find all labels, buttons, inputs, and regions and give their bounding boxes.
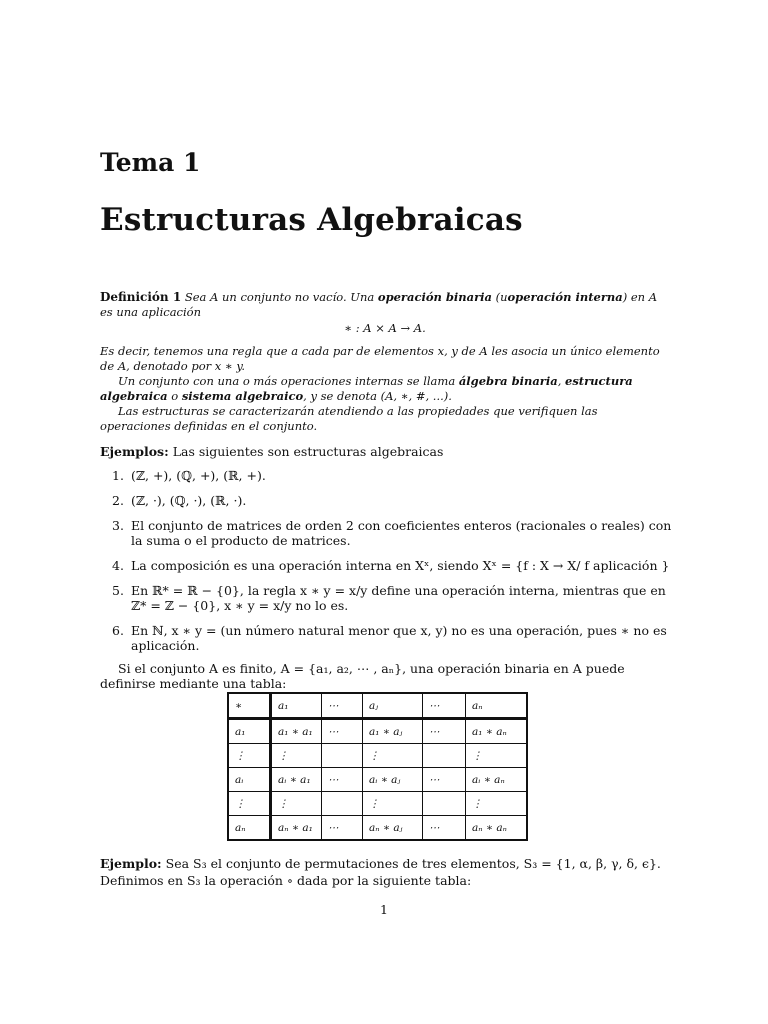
table-cell: ⋯ (423, 816, 466, 841)
table-cell: ⋮ (363, 744, 423, 768)
table-cell (423, 744, 466, 768)
table-cell: ⋮ (271, 744, 322, 768)
table-cell: aₙ (466, 693, 528, 719)
term-binary-operation: operación binaria (377, 290, 492, 304)
table-cell: aₙ (228, 816, 271, 841)
table-cell: ⋯ (322, 719, 363, 744)
table-cell (423, 792, 466, 816)
table-cell: ⋯ (423, 719, 466, 744)
table-cell: ⋯ (423, 768, 466, 792)
term-algebraic-structure: estructura algebraica (100, 374, 633, 403)
list-item: 6. En ℕ, x ∗ y = (un número natural menor que x, y) no es una operación, pues ∗ no es aplicación. (112, 623, 667, 653)
table-cell: ⋮ (271, 792, 322, 816)
term-binary-algebra: álgebra binaria (458, 374, 558, 388)
table-cell: a₁ ∗ a₁ (271, 719, 322, 744)
example-text: Sea S₃ el conjunto de permutaciones de tres elementos, S₃ = {1, α, β, γ, δ, ϵ}. Definimos en S₃ la operación ∘ dada por la siguiente tabla: (100, 856, 661, 888)
list-item: 3. El conjunto de matrices de orden 2 con coeficientes enteros (racionales o reales) con la suma o el producto de matrices. (112, 518, 672, 548)
example-paragraph (100, 855, 670, 889)
definition-explanation: Es decir, tenemos una regla que a cada par de elementos x, y de A les asocia un único elemento de A, denotado por x ∗ y. (100, 344, 660, 373)
definition-algebra-paragraph: Un conjunto con una o más operaciones internas se llama álgebra binaria, estructura algebraica o sistema algebraico, y se denota (A, ∗, #, ...). (100, 374, 633, 403)
table-row (228, 693, 527, 719)
definition-paragraph (100, 290, 670, 320)
table-cell: aᵢ ∗ aⱼ (363, 768, 423, 792)
table-row (228, 816, 527, 841)
table-cell: ⋯ (322, 816, 363, 841)
list-item: 1. (ℤ, +), (ℚ, +), (ℝ, +). (112, 468, 266, 483)
term-internal-operation: operación interna (507, 290, 623, 304)
definition-formula: ∗ : A × A → A. (344, 321, 426, 335)
definition-text: (u (495, 290, 508, 304)
table-cell: ⋯ (423, 693, 466, 719)
operation-table (227, 692, 528, 841)
table-cell: a₁ (271, 693, 322, 719)
table-cell: aₙ ∗ aⱼ (363, 816, 423, 841)
list-item: 2. (ℤ, ·), (ℚ, ·), (ℝ, ·). (112, 493, 247, 508)
table-cell (322, 744, 363, 768)
list-item: 4. La composición es una operación interna en Xˣ, siendo Xˣ = {f : X → X/ f aplicación } (112, 558, 670, 573)
examples-heading (100, 444, 443, 459)
table-cell: ∗ (228, 693, 271, 719)
table-intro-paragraph: Si el conjunto A es finito, A = {a₁, a₂, ⋯ , aₙ}, una operación binaria en A puede definirse mediante una tabla: (100, 661, 625, 691)
table-cell: ⋮ (466, 792, 528, 816)
definition-text: ) en A es una aplicación (100, 290, 658, 319)
examples-intro: Las siguientes son estructuras algebraicas (172, 444, 444, 459)
table-cell: ⋮ (228, 744, 271, 768)
table-row (228, 792, 527, 816)
table-cell: ⋯ (322, 693, 363, 719)
example-label: Ejemplo: (100, 856, 162, 871)
table-cell: a₁ (228, 719, 271, 744)
table-cell: a₁ ∗ aⱼ (363, 719, 423, 744)
table-cell: ⋮ (228, 792, 271, 816)
table-cell: aⱼ (363, 693, 423, 719)
definition-text: Sea A un conjunto no vacío. Una (184, 290, 375, 304)
definition-label: Definición 1 (100, 290, 182, 304)
table-row (228, 744, 527, 768)
definition-structures-note: Las estructuras se caracterizarán atendiendo a las propiedades que verifiquen las operaciones definidas en el conjunto. (100, 404, 598, 433)
table-cell: aᵢ ∗ a₁ (271, 768, 322, 792)
examples-label: Ejemplos: (100, 444, 169, 459)
table-cell: a₁ ∗ aₙ (466, 719, 528, 744)
table-row (228, 768, 527, 792)
list-item: 5. En ℝ* = ℝ − {0}, la regla x ∗ y = x/y define una operación interna, mientras que en ℤ* = ℤ − {0}, x ∗ y = x/y no lo es. (112, 583, 666, 613)
table-row (228, 719, 527, 744)
definition-continuation (100, 344, 670, 434)
page-title: Estructuras Algebraicas (100, 202, 523, 238)
chapter-heading: Tema 1 (100, 148, 201, 177)
table-cell: aₙ ∗ aₙ (466, 816, 528, 841)
table-cell (322, 792, 363, 816)
table-cell: ⋮ (466, 744, 528, 768)
table-cell: aᵢ ∗ aₙ (466, 768, 528, 792)
table-cell: ⋯ (322, 768, 363, 792)
table-cell: aᵢ (228, 768, 271, 792)
table-cell: aₙ ∗ a₁ (271, 816, 322, 841)
examples-list (112, 468, 672, 663)
page-number: 1 (380, 902, 388, 917)
table-cell: ⋮ (363, 792, 423, 816)
term-algebraic-system: sistema algebraico (181, 389, 304, 403)
